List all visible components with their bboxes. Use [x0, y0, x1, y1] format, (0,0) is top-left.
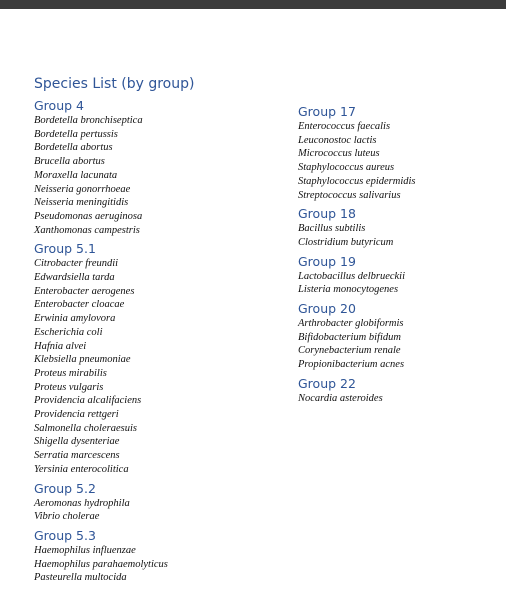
species-group: [34, 241, 264, 476]
species-item: Erwinia amylovora: [34, 313, 116, 325]
species-item: Staphylococcus aureus: [298, 162, 395, 174]
species-group: [34, 481, 264, 524]
species-item: Proteus vulgaris: [34, 381, 104, 393]
species-item: Citrobacter freundii: [34, 258, 119, 270]
group-title: Group 5.1: [34, 241, 96, 257]
species-item: Aeromonas hydrophila: [34, 497, 130, 509]
group-title: Group 20: [298, 301, 356, 317]
species-item: Enterococcus faecalis: [298, 121, 391, 132]
species-item: Propionibacterium acnes: [298, 359, 405, 371]
group-title: Group 17: [298, 104, 356, 119]
species-item: Xanthomonas campestris: [34, 224, 140, 236]
species-item: Leuconostoc lactis: [298, 134, 377, 146]
species-item: Klebsiella pneumoniae: [34, 354, 131, 366]
species-item: Enterobacter aerogenes: [34, 285, 135, 297]
species-item: Yersinia enterocolitica: [34, 463, 129, 475]
species-list: [34, 497, 264, 524]
group-title: Group 4: [34, 98, 84, 113]
species-list: [298, 392, 506, 406]
species-item: Arthrobacter globiformis: [298, 318, 404, 330]
species-item: Proteus mirabilis: [34, 367, 107, 379]
species-item: Enterobacter cloacae: [34, 299, 125, 311]
species-group: [34, 98, 264, 237]
species-item: Moraxella lacunata: [34, 169, 118, 181]
species-item: Micrococcus luteus: [298, 148, 380, 160]
species-item: Staphylococcus epidermidis: [298, 175, 416, 187]
species-item: Serratia marcescens: [34, 450, 120, 462]
species-list: [298, 222, 506, 249]
species-list: [34, 544, 264, 585]
left-column: [34, 98, 264, 589]
species-item: Escherichia coli: [34, 326, 103, 338]
species-item: Corynebacterium renale: [298, 345, 401, 357]
species-item: Hafnia alvei: [34, 340, 87, 352]
species-item: Bordetella bronchiseptica: [34, 115, 143, 126]
species-item: Providencia alcalifaciens: [34, 395, 142, 407]
group-title: Group 18: [298, 206, 356, 222]
species-list: [34, 114, 264, 237]
species-item: Shigella dysenteriae: [34, 436, 120, 448]
species-group: [298, 376, 506, 406]
species-item: Streptococcus salivarius: [298, 189, 401, 201]
species-item: Haemophilus influenzae: [34, 544, 136, 556]
species-item: Pasteurella multocida: [34, 572, 127, 584]
group-title: Group 5.3: [34, 527, 96, 543]
species-item: Neisseria meningitidis: [34, 197, 129, 209]
species-item: Nocardia asteroides: [298, 392, 383, 404]
species-item: Listeria monocytogenes: [298, 284, 399, 296]
species-item: Bifidobacterium bifidum: [298, 331, 401, 343]
species-item: Bordetella pertussis: [34, 128, 118, 140]
species-item: Haemophilus parahaemolyticus: [34, 558, 168, 570]
species-item: Clostridium butyricum: [298, 236, 394, 248]
species-item: Bacillus subtilis: [298, 223, 366, 235]
group-title: Group 5.2: [34, 480, 96, 496]
species-group: [34, 528, 264, 585]
species-item: Providencia rettgeri: [34, 409, 119, 421]
species-item: Lactobacillus delbrueckii: [298, 270, 406, 282]
species-item: Pseudomonas aeruginosa: [34, 210, 143, 222]
species-group: [298, 104, 506, 202]
species-group: [298, 301, 506, 372]
group-title: Group 22: [298, 375, 356, 391]
window-top-bar: [0, 0, 506, 9]
species-group: [298, 254, 506, 297]
species-item: Bordetella abortus: [34, 142, 113, 154]
group-title: Group 19: [298, 253, 356, 269]
species-item: Edwardsiella tarda: [34, 272, 115, 284]
species-list: [298, 270, 506, 297]
species-list: [298, 120, 506, 202]
species-item: Salmonella choleraesuis: [34, 422, 137, 434]
species-item: Brucella abortus: [34, 156, 105, 168]
right-column: [298, 104, 506, 410]
species-group: [298, 206, 506, 249]
species-list: [298, 317, 506, 372]
page-title: Species List (by group): [34, 76, 195, 92]
species-item: Vibrio cholerae: [34, 511, 100, 523]
species-item: Neisseria gonorrhoeae: [34, 183, 131, 195]
species-list: [34, 257, 264, 476]
